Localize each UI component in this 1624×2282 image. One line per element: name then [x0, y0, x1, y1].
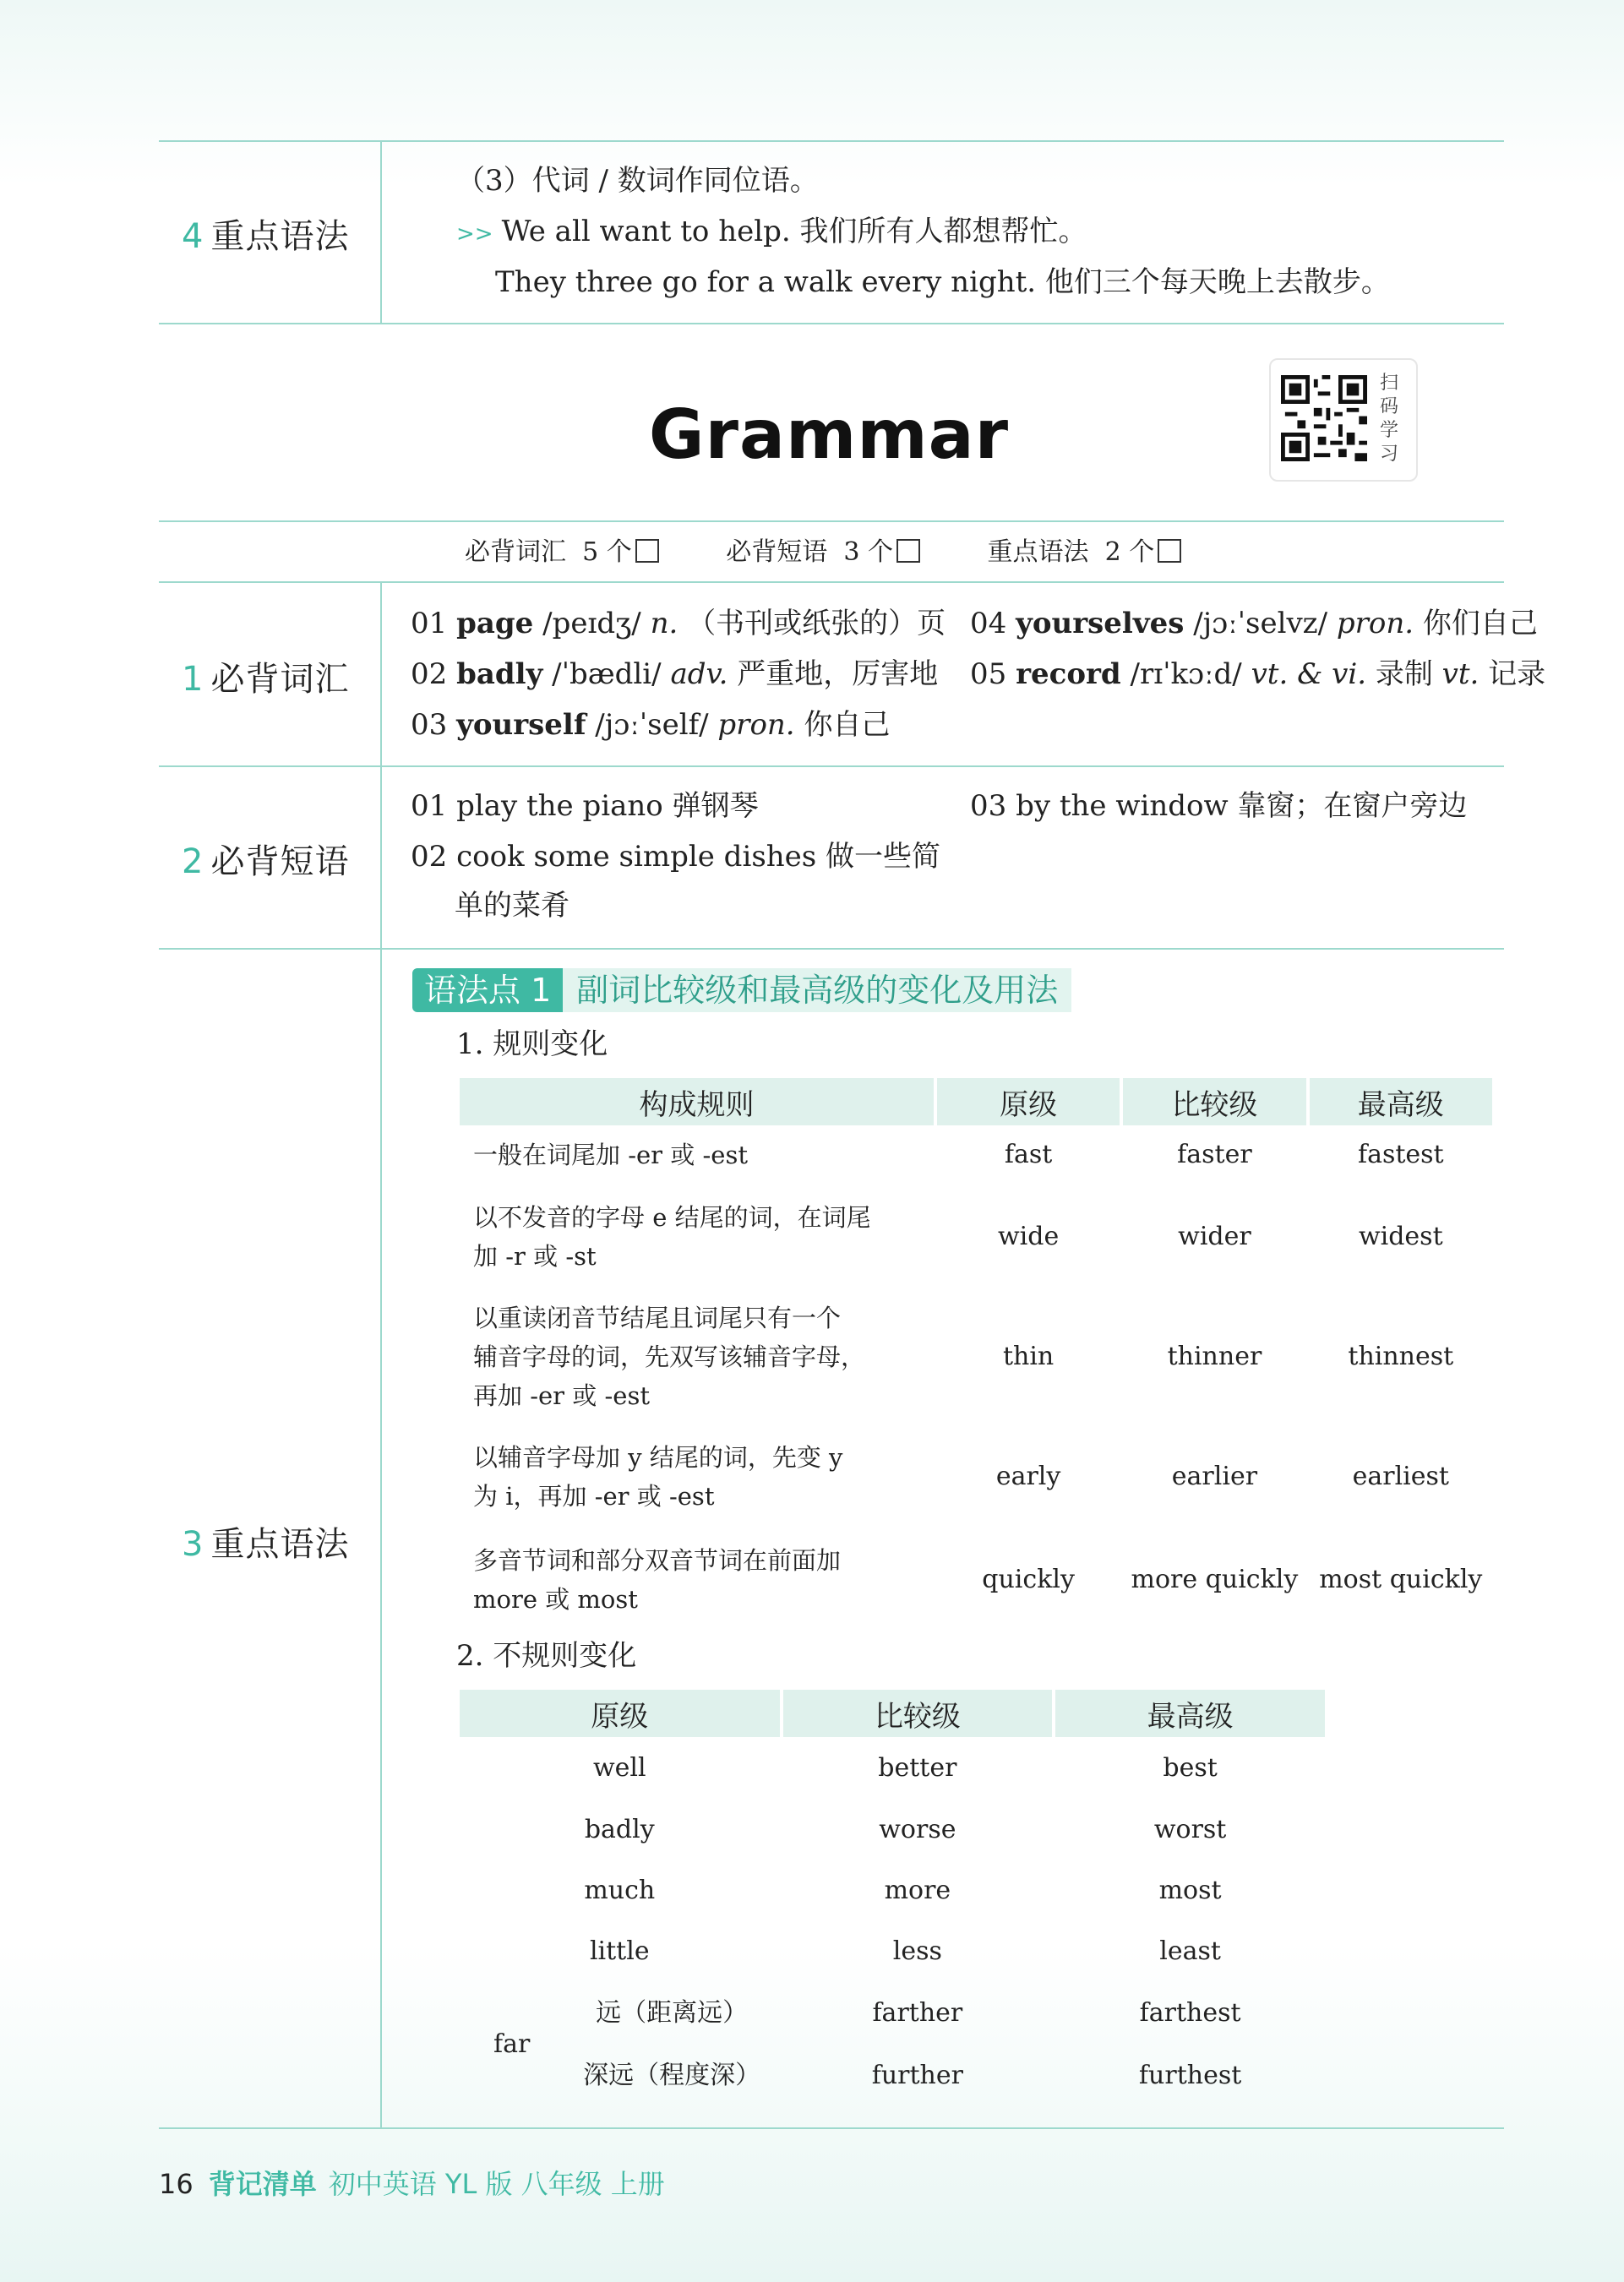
divider [159, 2127, 1504, 2129]
rule-cell: 一般在词尾加 -er 或 -est [473, 1141, 748, 1169]
grammar-point-title: 副词比较级和最高级的变化及用法 [563, 968, 1071, 1012]
base-cell: fast [1004, 1140, 1053, 1169]
table-row [460, 1289, 1492, 1424]
phrase-item-03: 03 by the window 靠窗；在窗户旁边 [970, 789, 1468, 823]
base-cell: thin [1002, 1342, 1055, 1371]
table-header: 最高级 [1310, 1078, 1492, 1125]
column-divider [380, 140, 382, 323]
table-row [460, 1921, 1325, 1982]
base-cell-far: far [493, 2029, 531, 2059]
vocab-item-03: 03 yourself /jɔːˈself/ pron. 你自己 [411, 708, 891, 742]
phrase-item-01: 01 play the piano 弹钢琴 [411, 789, 759, 823]
section-label-phrases: 2 必背短语 [182, 842, 350, 881]
checkbox-icon[interactable] [635, 539, 659, 563]
divider [159, 765, 1504, 767]
superlative-cell: least [1159, 1936, 1221, 1966]
table-row [460, 2045, 1325, 2107]
phrase-item-02: 02 cook some simple dishes 做一些简 [411, 840, 941, 874]
superlative-cell: thinnest [1348, 1342, 1454, 1371]
base-cell: wide [997, 1222, 1060, 1251]
table-header: 比较级 [1123, 1078, 1305, 1125]
rule-cell: 以重读闭音节结尾且词尾只有一个 辅音字母的词，先双写该辅音字母， 再加 -er 或 -est [473, 1304, 866, 1410]
count-grammar: 重点语法 2 个 [988, 537, 1182, 567]
superlative-cell: earliest [1352, 1462, 1449, 1491]
table-row [460, 1424, 1492, 1529]
superlative-cell: furthest [1138, 2061, 1242, 2090]
count-phrases: 必背短语 3 个 [726, 537, 920, 567]
superlative-cell: worst [1153, 1815, 1227, 1844]
book-name: 背记清单 [208, 2168, 317, 2200]
comparative-cell: thinner [1167, 1342, 1262, 1371]
table-header-row [460, 1078, 1492, 1125]
section-label-vocab: 1 必背词汇 [182, 660, 350, 699]
irregular-change-table [456, 1690, 1328, 2107]
base-cell: well [592, 1753, 646, 1783]
section-label-grammar: 3 重点语法 [182, 1525, 350, 1564]
superlative-cell: farthest [1139, 1998, 1241, 2028]
book-series: 初中英语 YL 版 八年级 上册 [328, 2168, 665, 2200]
count-vocab: 必背词汇 5 个 [465, 537, 659, 567]
base-cell: little [589, 1936, 650, 1966]
qr-caption: 扫 码 学 习 [1379, 373, 1398, 465]
table-row [460, 1529, 1492, 1631]
subheading-regular: 1. 规则变化 [456, 1027, 608, 1061]
table-header-row [460, 1690, 1325, 1737]
vocab-item-01: 01 page /peɪdʒ/ n. （书刊或纸张的）页 [411, 607, 946, 640]
superlative-cell: best [1163, 1753, 1218, 1783]
section-label-grammar-top [182, 210, 349, 258]
table-row [460, 1185, 1492, 1289]
table-header: 比较级 [783, 1690, 1053, 1737]
vocab-item-02: 02 badly /ˈbædli/ adv. 严重地，厉害地 [411, 657, 939, 691]
phrase-item-02-cont: 单的菜肴 [455, 889, 569, 923]
table-header: 原级 [937, 1078, 1120, 1125]
table-row [460, 1800, 1325, 1860]
count-summary [465, 531, 1240, 568]
page-footer [159, 2163, 665, 2202]
superlative-cell: widest [1358, 1222, 1443, 1251]
comparative-cell: more quickly [1131, 1565, 1299, 1594]
rule-cell: 以不发音的字母 e 结尾的词，在词尾 加 -r 或 -st [473, 1203, 871, 1271]
checkbox-icon[interactable] [896, 539, 920, 563]
base-cell: early [995, 1462, 1061, 1491]
page-number: 16 [159, 2168, 193, 2200]
grammar-point-heading [412, 968, 1071, 1012]
column-divider [380, 581, 382, 2127]
checkbox-icon[interactable] [1158, 539, 1181, 563]
section-number: 4 [182, 217, 204, 256]
superlative-cell: most quickly [1319, 1565, 1483, 1594]
sense-note: 远（距离远） [596, 1998, 749, 2028]
section-title: 重点语法 [210, 217, 350, 256]
comparative-cell: further [871, 2061, 963, 2090]
rule-cell: 多音节词和部分双音节词在前面加 more 或 most [473, 1546, 842, 1614]
table-header: 构成规则 [460, 1078, 934, 1125]
comparative-cell: more [884, 1876, 951, 1905]
vocab-item-05: 05 record /rɪˈkɔːd/ vt. & vi. 录制 vt. 记录 [970, 657, 1546, 691]
base-cell: quickly [982, 1565, 1075, 1594]
example-sentence: We all want to help. 我们所有人都想帮忙。 [501, 215, 1087, 248]
comparative-cell: worse [879, 1815, 956, 1844]
divider [159, 323, 1504, 324]
subheading-irregular: 2. 不规则变化 [456, 1639, 637, 1673]
grammar-point-tag: 语法点 1 [412, 968, 563, 1012]
page-title: Grammar [648, 395, 1010, 474]
example-sentence: They three go for a walk every night. 他们三个每天晚上去散步。 [495, 265, 1390, 299]
double-arrow-icon: >> [456, 221, 493, 247]
example-line [456, 206, 1087, 259]
table-row [460, 1125, 1492, 1185]
base-cell: much [584, 1876, 656, 1905]
regular-change-table [456, 1078, 1496, 1631]
comparative-cell: earlier [1171, 1462, 1258, 1491]
grammar-note-line: （3）代词 / 数词作同位语。 [456, 164, 819, 198]
base-cell: badly [584, 1815, 655, 1844]
table-row [460, 1982, 1325, 2045]
superlative-cell: fastest [1357, 1140, 1444, 1169]
vocab-item-04: 04 yourselves /jɔːˈselvz/ pron. 你们自己 [970, 607, 1538, 640]
divider [159, 948, 1504, 950]
qr-code-icon [1281, 375, 1367, 461]
table-header: 原级 [460, 1690, 780, 1737]
qr-code-panel[interactable] [1269, 358, 1418, 482]
divider [159, 520, 1504, 522]
comparative-cell: faster [1177, 1140, 1252, 1169]
superlative-cell: most [1158, 1876, 1222, 1905]
comparative-cell: wider [1178, 1222, 1251, 1251]
comparative-cell: better [878, 1753, 957, 1783]
comparative-cell: farther [872, 1998, 963, 2028]
rule-cell: 以辅音字母加 y 结尾的词，先变 y 为 i，再加 -er 或 -est [473, 1443, 843, 1511]
table-row [460, 1737, 1325, 1800]
sense-note: 深远（程度深） [583, 2061, 761, 2090]
comparative-cell: less [892, 1936, 942, 1966]
table-row [460, 1860, 1325, 1921]
divider [159, 140, 1504, 142]
divider [159, 581, 1504, 583]
table-header: 最高级 [1055, 1690, 1325, 1737]
